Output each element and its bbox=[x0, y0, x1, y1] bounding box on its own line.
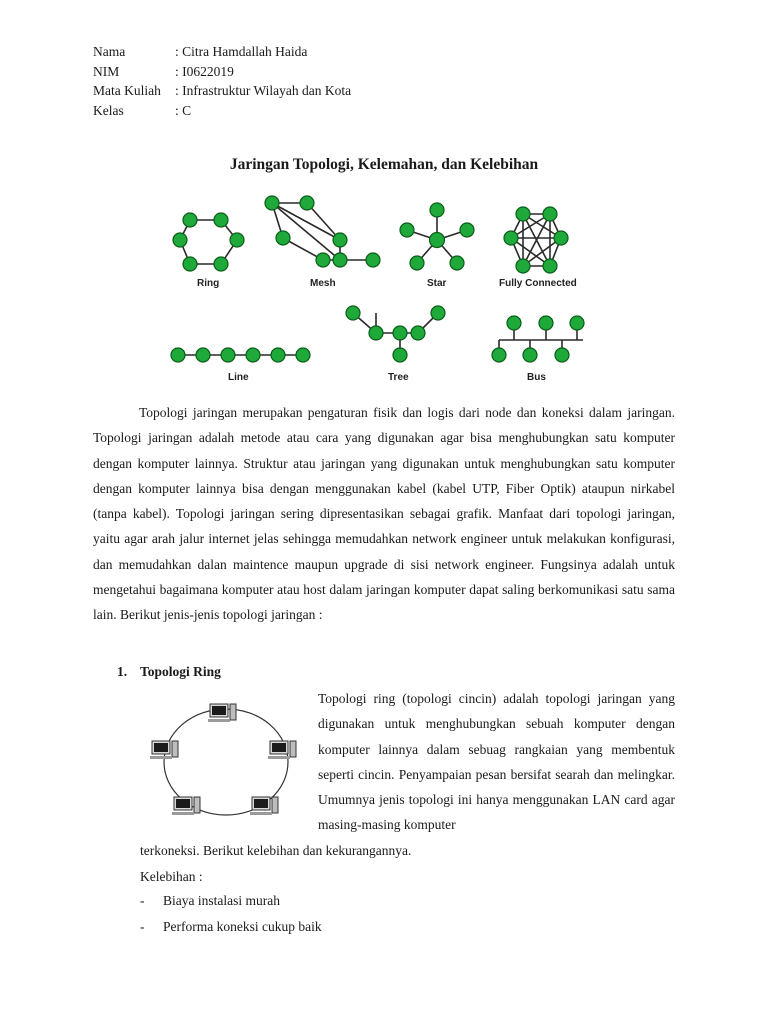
section-number: 1. bbox=[117, 664, 128, 679]
info-key: NIM bbox=[93, 63, 120, 79]
tree-topology-diagram bbox=[346, 306, 445, 383]
ring-description-continued: terkoneksi. Berikut kelebihan dan kekurangannya. bbox=[140, 843, 412, 858]
section-title: Topologi Ring bbox=[140, 664, 221, 679]
info-value: : Infrastruktur Wilayah dan Kota bbox=[175, 83, 352, 99]
computer-icon bbox=[208, 704, 236, 722]
ring-description: Topologi ring (topologi cincin) adalah topologi jaringan yang digunakan untuk menghubungkan sebuah komputer dengan komputer lainnya dalam sebuag rangkaian yang membentuk seperti cincin. Penyampaian pesan bersifat searah dan melingkar. Umumnya jenis topologi ini hanya menggunakan LAN card agar masing-masing komputer bbox=[318, 691, 675, 833]
info-value: : Citra Hamdallah Haida bbox=[175, 44, 308, 59]
info-key: Kelas bbox=[93, 102, 124, 118]
student-info bbox=[93, 42, 351, 120]
fully-connected-topology-diagram bbox=[499, 207, 577, 289]
advantages-label: Kelebihan : bbox=[140, 869, 203, 884]
list-item: - Performa koneksi cukup baik bbox=[140, 914, 322, 940]
label-ring: Ring bbox=[197, 278, 220, 289]
list-item: - Biaya instalasi murah bbox=[140, 888, 322, 914]
advantage-text: Biaya instalasi murah bbox=[163, 893, 280, 908]
document-title: Jaringan Topologi, Kelemahan, dan Kelebihan bbox=[229, 156, 539, 173]
ring-topology-diagram bbox=[173, 213, 244, 289]
intro-paragraph bbox=[93, 400, 675, 628]
label-tree: Tree bbox=[388, 372, 409, 383]
info-key: Mata Kuliah bbox=[93, 83, 161, 99]
label-bus: Bus bbox=[527, 372, 546, 383]
intro-text: Topologi jaringan merupakan pengaturan fisik dan logis dari node dan koneksi dalam jaringan. Topologi jaringan adalah metode atau cara yang digunakan agar bisa menghubungkan satu komputer dengan komputer lainnya. Struktur atau jaringan yang digunakan untuk menghubungkan satu komputer dengan komputer lainnya bisa dengan menggunakan kabel (kabel UTP, Fiber Optik) ataupun nirkabel (tanpa kabel). Topologi jaringan sering dipresentasikan sebagai grafik. Manfaat dari topologi jaringan, yaitu agar arah jalur internet jelas sehingga memudahkan network engineer untuk melakukan konfigurasi, dan memudahkan dalan maintence maupun upgrade di sisi network engineer. Fungsinya adalah untuk mengetahui bagaimana komputer atau host dalam jaringan komputer dapat saling berkomunikasi satu sama lain. Berikut jenis-jenis topologi jaringan : bbox=[93, 405, 675, 623]
section-heading-ring bbox=[117, 664, 221, 680]
info-key: Nama bbox=[93, 44, 126, 59]
bus-topology-diagram bbox=[492, 316, 584, 383]
info-row-class bbox=[93, 101, 351, 121]
label-star: Star bbox=[427, 278, 447, 289]
info-value: : I0622019 bbox=[175, 63, 234, 79]
info-row-name bbox=[93, 42, 351, 62]
topology-figure bbox=[163, 190, 607, 386]
computer-icon bbox=[250, 797, 278, 815]
mesh-topology-diagram bbox=[265, 196, 380, 289]
line-topology-diagram bbox=[171, 348, 310, 383]
info-value: : C bbox=[175, 102, 192, 118]
label-line: Line bbox=[228, 372, 249, 383]
label-mesh: Mesh bbox=[310, 278, 336, 289]
info-row-nim bbox=[93, 62, 351, 82]
advantages-list bbox=[140, 888, 322, 940]
info-row-course bbox=[93, 81, 351, 101]
ring-network-illustration bbox=[142, 698, 310, 826]
star-topology-diagram bbox=[400, 203, 474, 289]
advantage-text: Performa koneksi cukup baik bbox=[163, 919, 322, 934]
computer-icon bbox=[268, 741, 296, 759]
label-fully-connected: Fully Connected bbox=[499, 278, 577, 289]
computer-icon bbox=[172, 797, 200, 815]
computer-icon bbox=[150, 741, 178, 759]
